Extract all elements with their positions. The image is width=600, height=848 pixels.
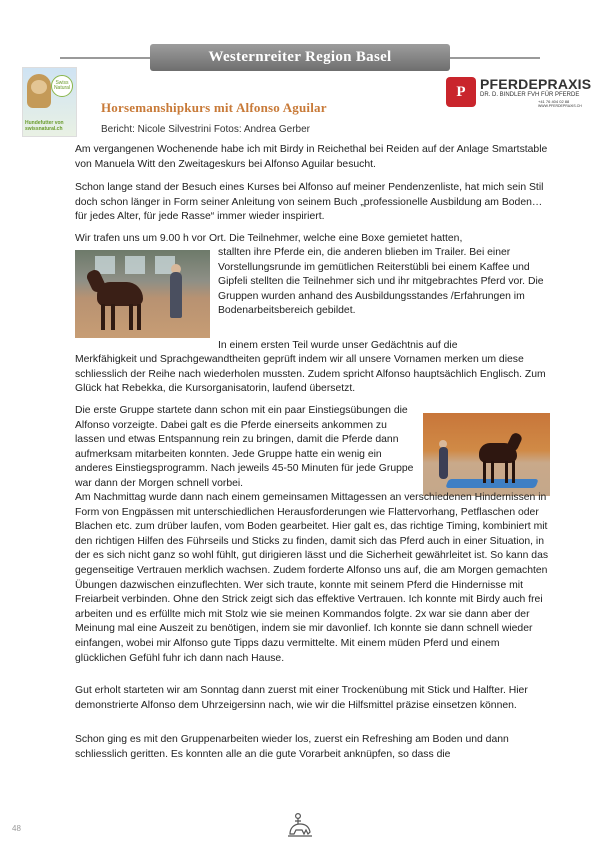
paragraph-6: Am Nachmittag wurde dann nach einem gemeinsamen Mittagessen an verschiedenen Hindernissen in Form von Engpässen mit unterschiedlichen Herausforderungen wie Flattervorhang, Petflaschen oder Blachen etc. zum drüber laufen, vom Boden gearbeitet. Hier galt es, das richtige Timing, kombiniert mit den richtigen Hilfen des Führseils und Sticks zu finden, damit sich das Pferd auch in einer Situation, in der es sich nicht ganz so wohl fühlt, gut dirigieren lässt und die Sicherheit gewährleitet ist. So kann das gegenseitige Vertrauen merklich wachsen. Zudem forderte Alfonso uns auf, die am Morgen gemachten Übungen dazwischen einzuflechten. Wer sich traute, konnte mit seinem Pferd die Hindernisse mit Freiarbeit verbinden. Ohne den Strick zeigt sich das effektive Vertrauen. Ich konnte mit Birdy auch frei arbeiten und es erfüllte mich mit Stolz wie sie meinen Kommandos folgte. 2x war sie dann aber der Meinung mal eine Auszeit zu benötigen, indem sie mir davonlief. Ich konnte sie dann schnell wieder einfangen, wobei mir Alfonso gute Tipps dazu vermittelte. Mit einem müden Pferd und einem glücklichen Gefühl fuhr ich dann nach Hause.	[75, 492, 549, 664]
pferdepraxis-name: PFERDEPRAXIS	[480, 76, 592, 92]
paragraph-8: Schon ging es mit den Gruppenarbeiten wieder los, zuerst ein Refreshing am Boden und dann schliesslich geritten. Es konnten alle an die gute Vorarbeit anknüpfen, so dass die	[75, 734, 509, 760]
photo-horse-and-trainer	[75, 250, 210, 338]
rider-logo-icon	[284, 810, 316, 838]
horse-icon	[97, 282, 143, 306]
pferdepraxis-logo-icon: P	[446, 77, 476, 107]
photo-horse-obstacle	[423, 413, 550, 496]
page-number: 48	[12, 824, 21, 833]
paragraph-4-rest: Merkfähigkeit und Sprachgewandtheiten geprüft indem wir all unsere Vornamen merken um diese schliesslich der Reihe nach wiederholen mussten. Zudem spricht Alfonso hauptsächlich Englisch. Zum Glück hat Rebekka, die Kursorganisatorin, laufend übersetzt.	[75, 354, 546, 395]
section-banner: Westernreiter Region Basel	[150, 44, 450, 71]
paragraph-2: Schon lange stand der Besuch eines Kurses bei Alfonso auf meiner Pendenzenliste, hat mich sein Stil doch schon länger in Form seiner Anleitung von seinem Buch „professionelle Ausbildung am Boden… für jedes Alter, für jede Rasse“ immer wieder inspiriert.	[75, 182, 544, 223]
pferdepraxis-subtitle: DR. D. BINDLER FVH FÜR PFERDE	[480, 92, 580, 98]
paragraph-5: Die erste Gruppe startete dann schon mit ein paar Einstiegsübungen die Alfonso vorzeigte. Dabei galt es die Pferde einerseits ankommen zu lassen und etwas Entspannung rein zu bringen, damit die Pferde dann aufmerksam mitarbeiten konnten. Jede Gruppe hatte ein wenig ein anderes Einstiegsprogramm. Nach jeweils 45-50 Minuten für jede Gruppe war dann der Morgen schnell vorbei.	[75, 405, 414, 489]
article-byline: Bericht: Nicole Silvestrini Fotos: Andrea Gerber	[101, 124, 310, 135]
dog-icon	[27, 74, 51, 108]
paragraph-1: Am vergangenen Wochenende habe ich mit Birdy in Reichethal bei Reiden auf der Anlage Smartstable von Manuela Witt den Zweitageskurs bei Alfonso Aguilar besucht.	[75, 144, 548, 170]
trainer-icon	[170, 272, 182, 318]
paragraph-3-rest: stallten ihre Pferde ein, die anderen blieben im Trailer. Bei einer Vorstellungsrunde im gemütlichen Reiterstübli bei einem Kaffee und Gipfeli stellten die Teilnehmer sich und ihr mitgebrachtes Pferd vor. Die Gruppen wurden anhand des Ausbildungsstandes /Erfahrungen im Bodenarbeitsbereich gebildet.	[218, 247, 544, 317]
article-title: Horsemanshipkurs mit Alfonso Aguilar	[101, 100, 327, 115]
pferdepraxis-web: WWW.PFERDEPRAXIS.CH	[538, 104, 582, 108]
pferdepraxis-phone: +41 76 404 02 88	[538, 99, 570, 104]
paragraph-7: Gut erholt starteten wir am Sonntag dann zuerst mit einer Trockenübung mit Stick und Halfter. Hier demonstrierte Alfonso dem Uhrzeigersinn nach, wie wir die Hilfsmittel präzise einsetzen können.	[75, 685, 528, 711]
paragraph-4-line-1: In einem ersten Teil wurde unser Gedächtnis auf die	[218, 340, 458, 351]
ad-tagline: Hundefutter von swissnatural.ch	[25, 120, 64, 132]
swiss-natural-badge: Swiss Natural	[51, 75, 73, 97]
trainer-icon	[439, 447, 448, 479]
swiss-natural-ad	[22, 67, 77, 137]
paragraph-3-line-1: Wir trafen uns um 9.00 h vor Ort. Die Teilnehmer, welche eine Boxe gemietet hatten,	[75, 233, 463, 244]
pferdepraxis-ad	[446, 75, 592, 109]
horse-icon	[479, 443, 517, 463]
